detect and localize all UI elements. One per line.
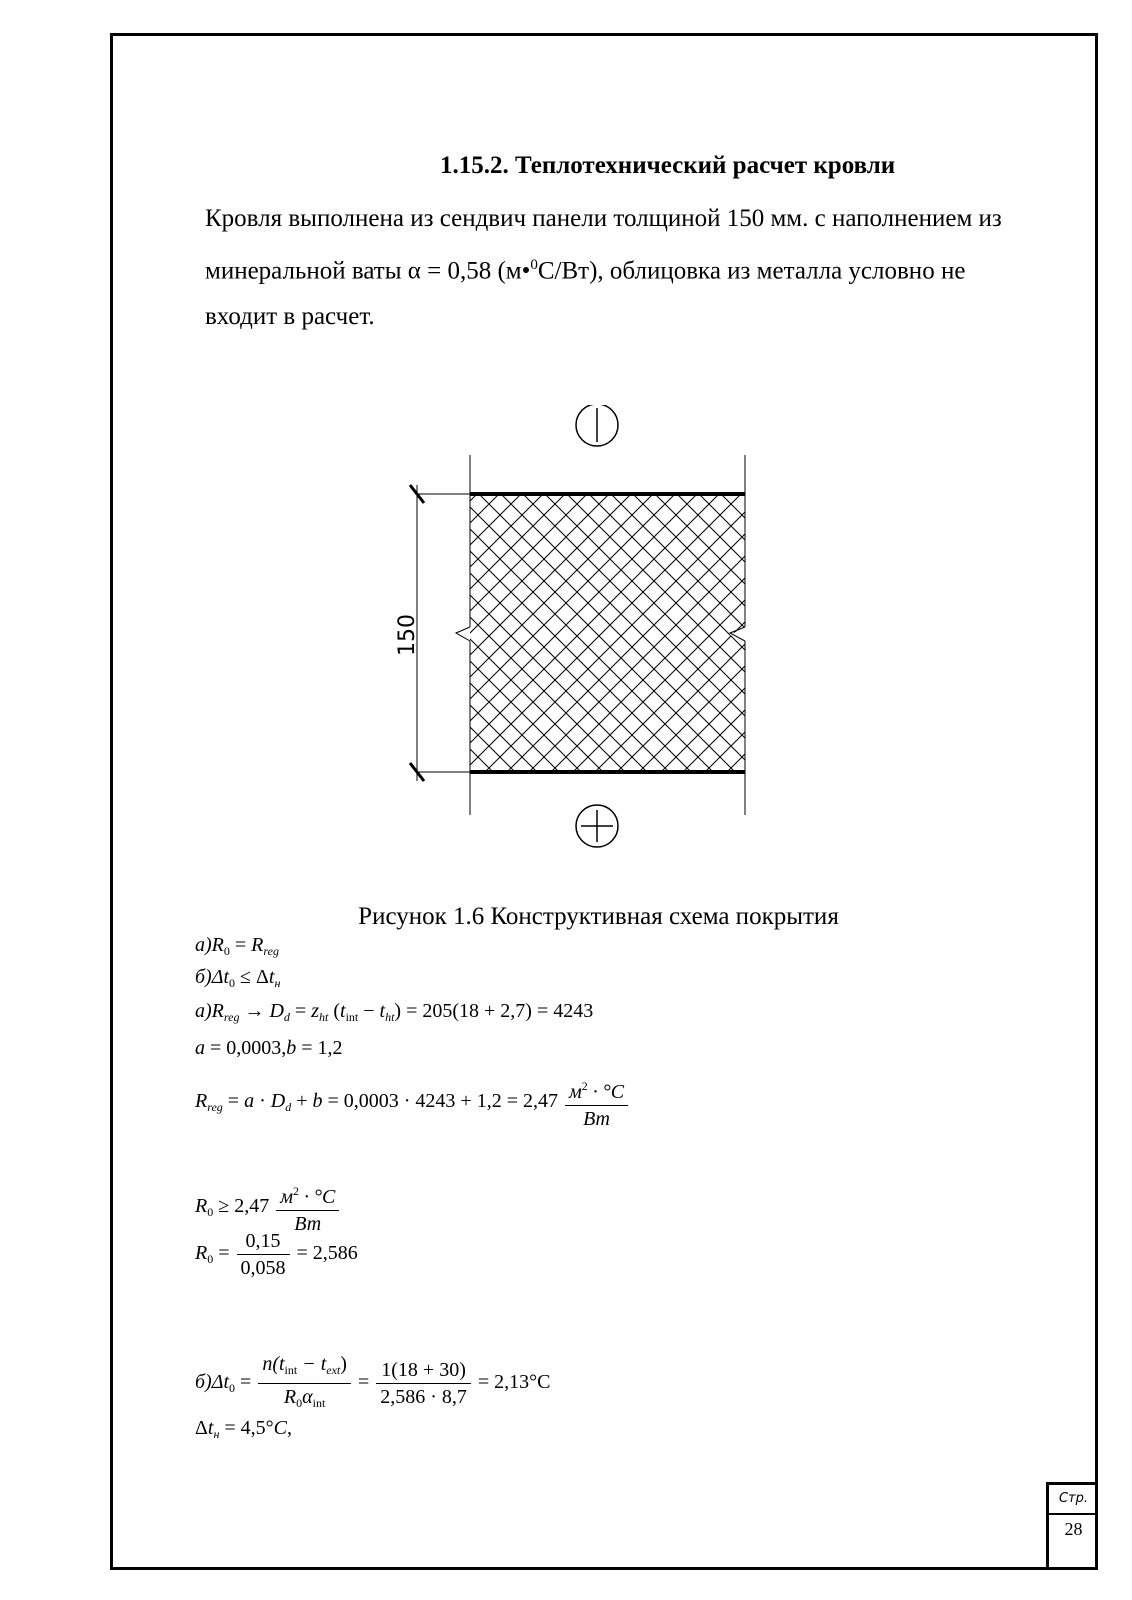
formula-delta-tn: $\Delta t_н = 4,5^\circ C$,: [195, 1417, 293, 1441]
degree-superscript: 0: [530, 257, 538, 273]
minus-circle-icon: [576, 405, 618, 446]
formula-r0-requirement: $R_0 \ge 2,47$ $\frac{м^2 \cdot ^\circ C}{Вт}$: [195, 1178, 341, 1237]
plus-circle-icon: [576, 805, 618, 847]
unit-fraction: $\frac{м^2 \cdot ^\circ C}{Вт}$: [276, 1178, 339, 1237]
formula-coefficients: a = 0,0003,b = 1,2: [195, 1037, 343, 1059]
delta-fraction-symbolic: $\frac{n(t_{int} - t_{ext})}{R_0\alpha_{int}}$: [258, 1351, 351, 1416]
formula-degree-days: $a)R_{reg} \to D_d = z_{ht}$ $(t_{int} - t_{ht}) = 205(18 + 2,7) = 4243$: [195, 1000, 594, 1024]
paragraph-line-1: Кровля выполнена из сендвич панели толщиной 150 мм. с наполнением из: [205, 205, 1002, 232]
paragraph-line-2a: минеральной ваты α = 0,58 (м•: [205, 257, 531, 285]
figure-caption: Рисунок 1.6 Конструктивная схема покрытия: [358, 903, 839, 930]
insulation-hatch: [470, 493, 745, 773]
formula-condition-b: $б)\Delta t_0 \le \Delta t_н$: [195, 966, 281, 990]
roof-diagram-svg: [390, 405, 780, 875]
body-paragraph: [205, 196, 1075, 340]
roof-section-diagram: [390, 405, 780, 875]
dimension-label: 150: [395, 614, 420, 656]
formula-condition-a: $a)R_0 = R_{reg}$: [195, 934, 279, 958]
formula-rreg: $R_{reg} = a \cdot D_d + b = 0,0003 \cdot 4243 + 1,2 = 2,47$ $\frac{м^2 \cdot ^\circ C}{Вт}$: [195, 1073, 630, 1132]
paragraph-line-2b: С/Вт), облицовка из металла условно не: [537, 257, 966, 285]
unit-fraction: $\frac{м^2 \cdot ^\circ C}{Вт}$: [565, 1073, 628, 1132]
formula-r0-calc: $R_0$ = $\frac{0,15}{0,058}$ = 2,586: [195, 1230, 358, 1279]
page-stamp: [1046, 1482, 1098, 1570]
stamp-label: Стр.: [1049, 1485, 1098, 1515]
paragraph-line-3: входит в расчет.: [205, 303, 375, 331]
r0-fraction: $\frac{0,15}{0,058}$: [237, 1228, 290, 1281]
section-heading: 1.15.2. Теплотехнический расчет кровли: [440, 152, 896, 179]
formula-delta-t0: $б)\Delta t_0$ = $\frac{n(t_{int} - t_{ext})}{R_0\alpha_{int}}$ = $\frac{1(18 + 30)}{2,586 \cdot 8,7}$ = 2,13°C: [195, 1351, 551, 1416]
delta-fraction-numeric: $\frac{1(18 + 30)}{2,586 \cdot 8,7}$: [376, 1357, 471, 1410]
page-number: 28: [1064, 1519, 1083, 1539]
paragraph-line-2: [205, 242, 1075, 294]
